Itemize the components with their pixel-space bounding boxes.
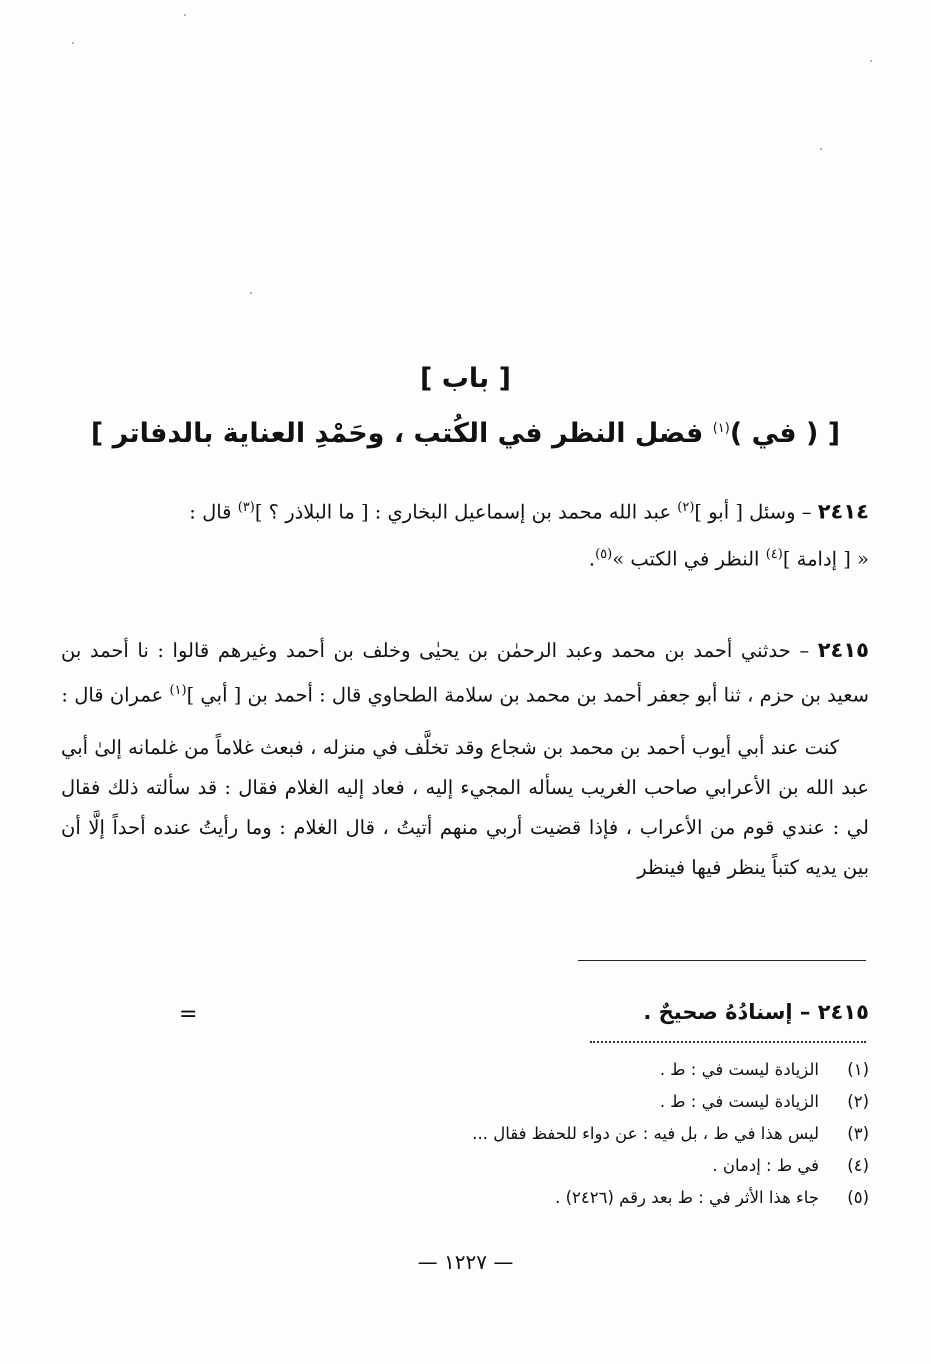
footnote-number: (٥) [847,1188,869,1207]
footnote [109,1118,869,1150]
footnote [109,1182,869,1214]
footnote-ref: (١) [169,683,187,698]
page-number: — ١٢٢٧ — [417,1250,514,1274]
scan-speck [250,292,252,294]
footnotes [109,1054,869,1214]
chapter-label: [ باب ] [420,363,511,394]
scan-speck [184,14,186,16]
footnote-ref: (٤) [765,546,783,562]
dotted-divider [590,1041,866,1043]
footnote [109,1086,869,1118]
hadith-2415 [61,630,869,888]
verdict-line [61,1000,869,1040]
footnote-number: (٢) [847,1092,869,1111]
footnote-text: الزيادة ليست في : ط . [659,1060,819,1079]
quote-text: « [ إدامة ] [782,547,869,570]
footnote-ref: (١) [712,421,730,436]
hadith-number: ٢٤١٥ [817,638,869,662]
quote-end: . [588,547,596,570]
hadith-2415-story: كنت عند أبي أيوب أحمد بن محمد بن شجاع وقد تخلَّف في منزله ، فبعث غلاماً من غلمانه إلىٰ أبي عبد الله بن الأعرابي صاحب الغريب يسأله المجيء إليه ، فعاد إليه الغلام فقال : قد سألته ذلك فقال لي : عندي قوم من الأعراب ، فإذا قضيت أربي منهم أتيتُ ، قال الغلام : وما رأيتُ عنده أحداً إلَّا أن بين يديه كتباً ينظر فيها فينظر [61,735,869,879]
hadith-text: – حدثني أحمد بن محمد وعبد الرحمٰن بن يحيٰى وخلف بن أحمد وغيرهم قالوا : نا أحمد بن سعيد بن حزم ، ثنا أبو جعفر أحمد بن محمد بن سلامة الطحاوي قال : أحمد بن [ أبي ] [61,639,869,707]
scan-speck [820,148,822,150]
footnote-number: (٣) [847,1124,869,1143]
hadith-2415-isnad [61,630,869,716]
footnote-ref: (٣) [237,500,255,515]
hadith-number: ٢٤١٤ [817,499,869,524]
chapter-title-prefix: [ ( في ) [729,418,841,449]
footnote-ref: (٢) [677,500,695,515]
hadith-text: قال : [189,500,232,524]
scan-speck [870,60,872,62]
hadith-text: عمران قال : [61,683,164,707]
chapter-title [0,418,931,449]
hadith-2414 [61,488,869,579]
footnote-divider [578,960,866,961]
hadith-2414-quote [61,535,869,580]
footnote-text: الزيادة ليست في : ط . [659,1092,819,1111]
footnote-text: جاء هذا الأثر في : ط بعد رقم (٢٤٢٦) . [555,1188,819,1207]
hadith-text: – وسئل [ أبو ] [694,500,812,524]
isnad-verdict: ٢٤١٥ – إسنادُهُ صحيحٌ . [643,1000,869,1024]
footnote [109,1054,869,1086]
footnote-number: (١) [847,1060,869,1079]
footnote-text: ليس هذا في ط ، بل فيه : عن دواء للحفظ فقال ... [472,1124,819,1143]
footnote-text: في ط : إدمان . [712,1156,819,1175]
hadith-text: عبد الله محمد بن إسماعيل البخاري : [ ما البلاذر ؟ ] [254,500,672,524]
footnote-number: (٤) [847,1156,869,1175]
footnote-ref: (٥) [595,546,613,562]
chapter-title-main: فضل النظر في الكُتب ، وحَمْدِ العناية بالدفاتر ] [90,418,704,449]
hadith-2414-text [61,488,869,533]
continuation-mark: = [179,1002,198,1027]
footnote [109,1150,869,1182]
quote-text: النظر في الكتب » [612,547,760,570]
scan-speck [72,42,74,44]
